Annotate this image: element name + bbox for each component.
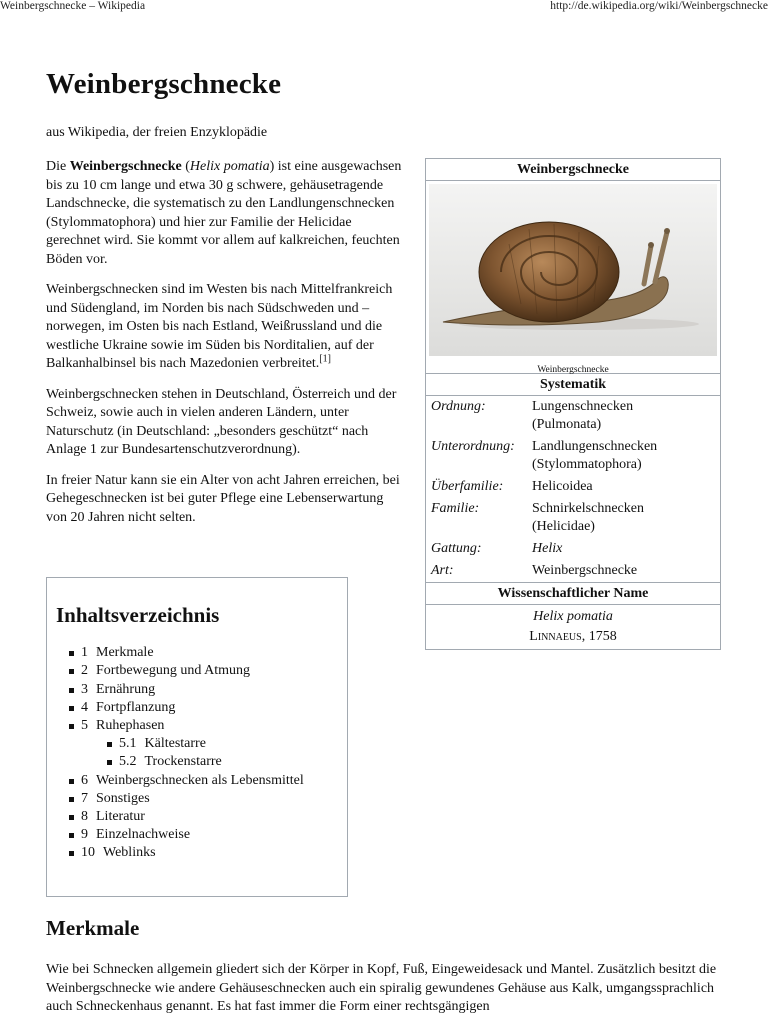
toc-link[interactable]: Einzelnachweise xyxy=(96,827,191,843)
intro-paragraph-1 xyxy=(46,158,406,269)
toc-sublist xyxy=(81,735,347,771)
toc-link[interactable]: Fortbewegung und Atmung xyxy=(96,663,250,679)
taxonomy-row xyxy=(426,436,720,476)
toc-item-fortbewegung[interactable] xyxy=(81,662,347,680)
taxon-value[interactable]: Helicoidea xyxy=(532,479,593,494)
toc-item-lebensmittel[interactable] xyxy=(81,772,347,790)
taxon-rank: Ordnung: xyxy=(431,399,486,414)
taxon-rank: Unterordnung: xyxy=(431,439,515,454)
scientific-name-block xyxy=(426,605,720,649)
toc-number: 4 xyxy=(81,699,88,715)
toc-number: 6 xyxy=(81,772,88,788)
toc-item-ruhephasen[interactable] xyxy=(81,717,347,772)
print-header xyxy=(0,0,768,14)
taxon-name[interactable]: Landlungenschnecken xyxy=(532,439,658,454)
toc-item-kaeltestarre[interactable] xyxy=(119,735,347,753)
intro-paragraph-2 xyxy=(46,281,406,374)
toc-number: 8 xyxy=(81,809,88,825)
toc-item-trockenstarre[interactable] xyxy=(119,753,347,771)
reference-link[interactable]: [1] xyxy=(319,353,331,365)
intro-text: Die xyxy=(46,159,70,174)
taxon-value[interactable] xyxy=(527,538,720,560)
toc-link[interactable]: Weinbergschnecken als Lebensmittel xyxy=(96,772,304,788)
taxon-rank: Familie: xyxy=(431,501,480,516)
intro-text: ( xyxy=(181,159,190,174)
taxonomy-table xyxy=(426,396,720,582)
toc-number: 7 xyxy=(81,790,88,806)
intro-text: ) ist eine ausgewachsen bis zu 10 cm lange und etwa 30 g schwere, gehäusetragende Landschnecke, die systematisch zu den Landlungenschnecken (Stylommatophora) und hier zur Familie der Helicidae gerechnet wird. Sie kommt vor allem auf kalkreichen, feuchten Böden vor. xyxy=(46,159,402,267)
taxon-value[interactable] xyxy=(527,498,720,538)
taxon-latin: (Helicidae) xyxy=(532,519,595,534)
toc-list xyxy=(47,644,347,862)
toc-number: 5.2 xyxy=(119,754,137,770)
toc-item-einzelnachweise[interactable] xyxy=(81,826,347,844)
toc-item-fortpflanzung[interactable] xyxy=(81,699,347,717)
taxon-value[interactable] xyxy=(527,436,720,476)
toc-link[interactable]: Merkmale xyxy=(96,645,154,661)
toc-title: Inhaltsverzeichnis xyxy=(56,603,220,627)
taxon-rank: Überfamilie: xyxy=(431,479,504,494)
toc-link[interactable]: Ruhephasen xyxy=(96,718,165,734)
systematik-header: Systematik xyxy=(426,374,720,396)
taxon-value[interactable] xyxy=(527,396,720,436)
taxon-latin: (Stylommatophora) xyxy=(532,457,642,472)
toc-number: 3 xyxy=(81,681,88,697)
taxonomy-row xyxy=(426,498,720,538)
print-header-title: Weinbergschnecke – Wikipedia xyxy=(0,0,146,12)
intro-paragraph-3: Weinbergschnecken stehen in Deutschland, Österreich und der Schweiz, sowie auch in vielen anderen Ländern, unter Naturschutz (in Deutschland: „besonders geschützt“ nach Anlage 1 zur Bundesartenschutzverordnung). xyxy=(46,386,397,457)
toc-item-weblinks[interactable] xyxy=(81,844,347,862)
intro-text: Weinbergschnecken sind im Westen bis nach Mittelfrankreich und Südengland, im Norden bis nach Südschweden und –norwegen, im Osten bis nach Estland, Weißrussland und die westliche Ukraine sowie im Süden bis Norditalien, auf der Balkanhalbinsel bis nach Mazedonien verbreitet. xyxy=(46,282,393,371)
tagline: aus Wikipedia, der freien Enzyklopädie xyxy=(46,125,268,140)
article-intro xyxy=(46,158,406,539)
taxon-value: Weinbergschnecke xyxy=(532,563,638,578)
taxon-name[interactable]: Lungenschnecken xyxy=(532,399,634,414)
print-header-url: http://de.wikipedia.org/wiki/Weinbergschnecke xyxy=(550,0,768,12)
section-heading-merkmale: Merkmale xyxy=(46,916,140,940)
toc-link[interactable]: Ernährung xyxy=(96,681,156,697)
toc-link[interactable]: Literatur xyxy=(96,809,145,825)
toc-link[interactable]: Weblinks xyxy=(103,845,156,861)
taxonomy-row xyxy=(426,476,720,498)
scientific-name-text: Helix pomatia xyxy=(533,609,613,624)
taxobox-title: Weinbergschnecke xyxy=(426,159,720,181)
toc-item-ernaehrung[interactable] xyxy=(81,681,347,699)
toc-link[interactable]: Fortpflanzung xyxy=(96,699,176,715)
toc-number: 9 xyxy=(81,827,88,843)
toc-item-literatur[interactable] xyxy=(81,808,347,826)
taxonomy-row xyxy=(426,560,720,582)
section-text-merkmale: Wie bei Schnecken allgemein gliedert sich der Körper in Kopf, Fuß, Eingeweidesack und Mantel. Zusätzlich besitzt die Weinbergschnecke wie andere Gehäuseschnecken auch ein spiralig gewundenes Gehäuse aus Kalk, umgangssprachlich auch Schneckenhaus genannt. Es hat fast immer die Form einer rechtsgängigen xyxy=(46,962,717,1014)
toc-number: 1 xyxy=(81,645,88,661)
taxon-rank: Art: xyxy=(431,563,454,578)
toc-item-sonstiges[interactable] xyxy=(81,790,347,808)
taxobox xyxy=(425,158,721,650)
scientific-name xyxy=(426,607,720,627)
toc-item-merkmale[interactable] xyxy=(81,644,347,662)
intro-paragraph-4: In freier Natur kann sie ein Alter von acht Jahren erreichen, bei Gehegeschnecken ist bei guter Pflege eine Lebenserwartung von 20 Jahren nicht selten. xyxy=(46,472,400,525)
image-caption: Weinbergschnecke xyxy=(537,365,609,375)
taxonomy-row xyxy=(426,396,720,436)
taxon-name[interactable]: Helix xyxy=(532,541,563,556)
page-title: Weinbergschnecke xyxy=(46,68,282,100)
toc-link[interactable]: Trockenstarre xyxy=(144,754,222,770)
toc-number: 10 xyxy=(81,845,95,861)
toc-number: 5.1 xyxy=(119,736,137,752)
toc-link[interactable]: Kältestarre xyxy=(144,736,206,752)
taxonomy-row xyxy=(426,538,720,560)
scientific-name-header: Wissenschaftlicher Name xyxy=(426,582,720,605)
table-of-contents xyxy=(46,577,348,897)
taxon-latin: (Pulmonata) xyxy=(532,417,602,432)
taxon-rank: Gattung: xyxy=(431,541,482,556)
lemma-bold: Weinbergschnecke xyxy=(69,159,182,174)
taxon-name[interactable]: Schnirkelschnecken xyxy=(532,501,644,516)
toc-number: 2 xyxy=(81,663,88,679)
toc-number: 5 xyxy=(81,718,88,734)
snail-photo xyxy=(429,184,717,356)
scientific-name-link[interactable]: Helix pomatia xyxy=(189,159,270,174)
authority-link[interactable]: Linnaeus, 1758 xyxy=(529,629,617,644)
snail-image[interactable] xyxy=(426,181,720,374)
toc-link[interactable]: Sonstiges xyxy=(96,790,150,806)
